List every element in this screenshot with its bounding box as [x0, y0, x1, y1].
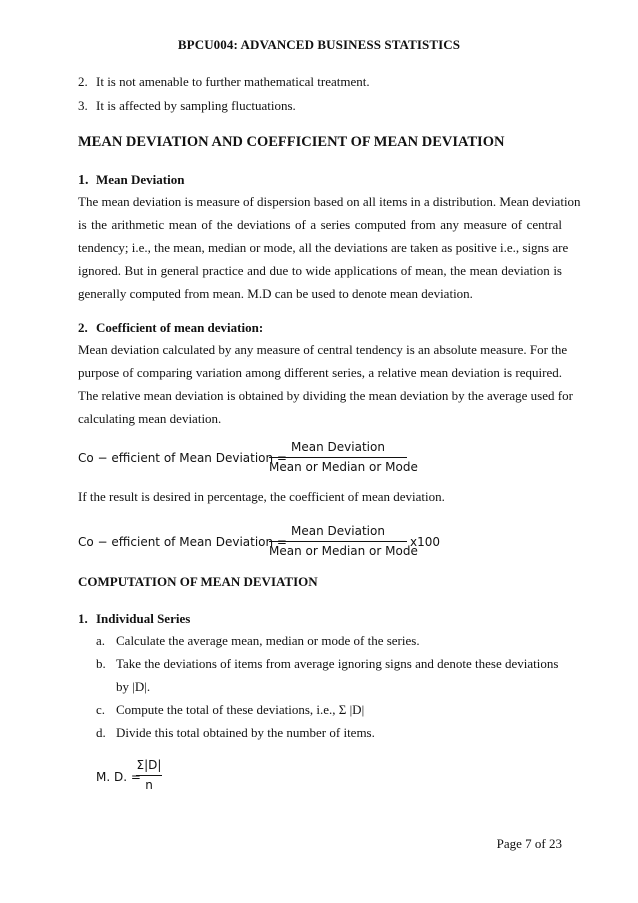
paragraph-line: calculating mean deviation.: [78, 411, 222, 426]
list-item: [96, 633, 420, 649]
list-text: Compute the total of these deviations, i.e., Σ |D|: [116, 702, 365, 717]
fraction-numerator: Mean Deviation: [291, 524, 385, 538]
list-text: by |D|.: [116, 679, 151, 694]
list-item: [96, 702, 364, 718]
fraction-denominator: n: [145, 778, 153, 792]
list-text: It is affected by sampling fluctuations.: [96, 98, 296, 113]
list-label: a.: [96, 633, 106, 648]
formula-suffix: x100: [410, 535, 441, 549]
subsection-heading: [78, 611, 190, 627]
list-label: c.: [96, 702, 106, 717]
subsection-number: 2.: [78, 320, 88, 335]
subsection-heading: [78, 172, 184, 189]
list-label: b.: [96, 656, 106, 671]
subsection-title: Mean Deviation: [96, 172, 185, 187]
list-text: Divide this total obtained by the number of items.: [116, 725, 375, 740]
list-text: It is not amenable to further mathematical treatment.: [96, 74, 370, 89]
list-label: d.: [96, 725, 106, 740]
page-header: BPCU004: ADVANCED BUSINESS STATISTICS: [177, 37, 461, 52]
section-heading: MEAN DEVIATION AND COEFFICIENT OF MEAN DEVIATION: [78, 134, 505, 150]
list-number: 3.: [78, 98, 88, 113]
subsection-heading: [78, 320, 263, 336]
fraction: [269, 440, 418, 474]
paragraph-line: generally computed from mean. M.D can be used to denote mean deviation.: [78, 286, 473, 301]
formula-lhs: Co − efficient of Mean Deviation =: [78, 451, 287, 465]
subsection-title: Coefficient of mean deviation:: [96, 320, 264, 335]
fraction-numerator: Mean Deviation: [291, 440, 385, 454]
subsection-number: 1.: [78, 611, 88, 626]
paragraph-line: The relative mean deviation is obtained by dividing the mean deviation by the average used for: [78, 388, 573, 403]
list-text: Calculate the average mean, median or mode of the series.: [116, 633, 420, 648]
list-item: [96, 656, 558, 672]
list-item: [96, 725, 375, 741]
paragraph-line: purpose of comparing variation among different series, a relative mean deviation is required.: [78, 365, 562, 380]
list-item: [78, 74, 370, 90]
fraction-denominator: Mean or Median or Mode: [269, 460, 418, 474]
paragraph-line: tendency; i.e., the mean, median or mode, all the deviations are taken as positive i.e., signs are: [78, 240, 569, 255]
subsection-title: Individual Series: [96, 611, 191, 626]
fraction: [136, 758, 162, 792]
fraction-denominator: Mean or Median or Mode: [269, 544, 418, 558]
paragraph-line: If the result is desired in percentage, the coefficient of mean deviation.: [78, 489, 445, 504]
paragraph-line: The mean deviation is measure of dispersion based on all items in a distribution. Mean deviation: [78, 194, 581, 209]
subsection-number: 1.: [78, 173, 89, 188]
paragraph-line: Mean deviation calculated by any measure of central tendency is an absolute measure. For the: [78, 342, 568, 357]
list-item: [78, 98, 296, 114]
formula-lhs: M. D. =: [96, 770, 141, 784]
fraction-numerator: Σ|D|: [136, 758, 162, 772]
paragraph-line: ignored. But in general practice and due to wide applications of mean, the mean deviation is: [78, 263, 562, 278]
list-text: Take the deviations of items from average ignoring signs and denote these deviations: [116, 656, 559, 671]
paragraph-line: is the arithmetic mean of the deviations of a series computed from any measure of central: [78, 217, 562, 232]
list-number: 2.: [78, 74, 88, 89]
page-number: Page 7 of 23: [496, 836, 562, 851]
list-item: [96, 679, 150, 695]
fraction: [269, 524, 418, 558]
formula-lhs: Co − efficient of Mean Deviation =: [78, 535, 287, 549]
section-heading: COMPUTATION OF MEAN DEVIATION: [78, 574, 318, 589]
